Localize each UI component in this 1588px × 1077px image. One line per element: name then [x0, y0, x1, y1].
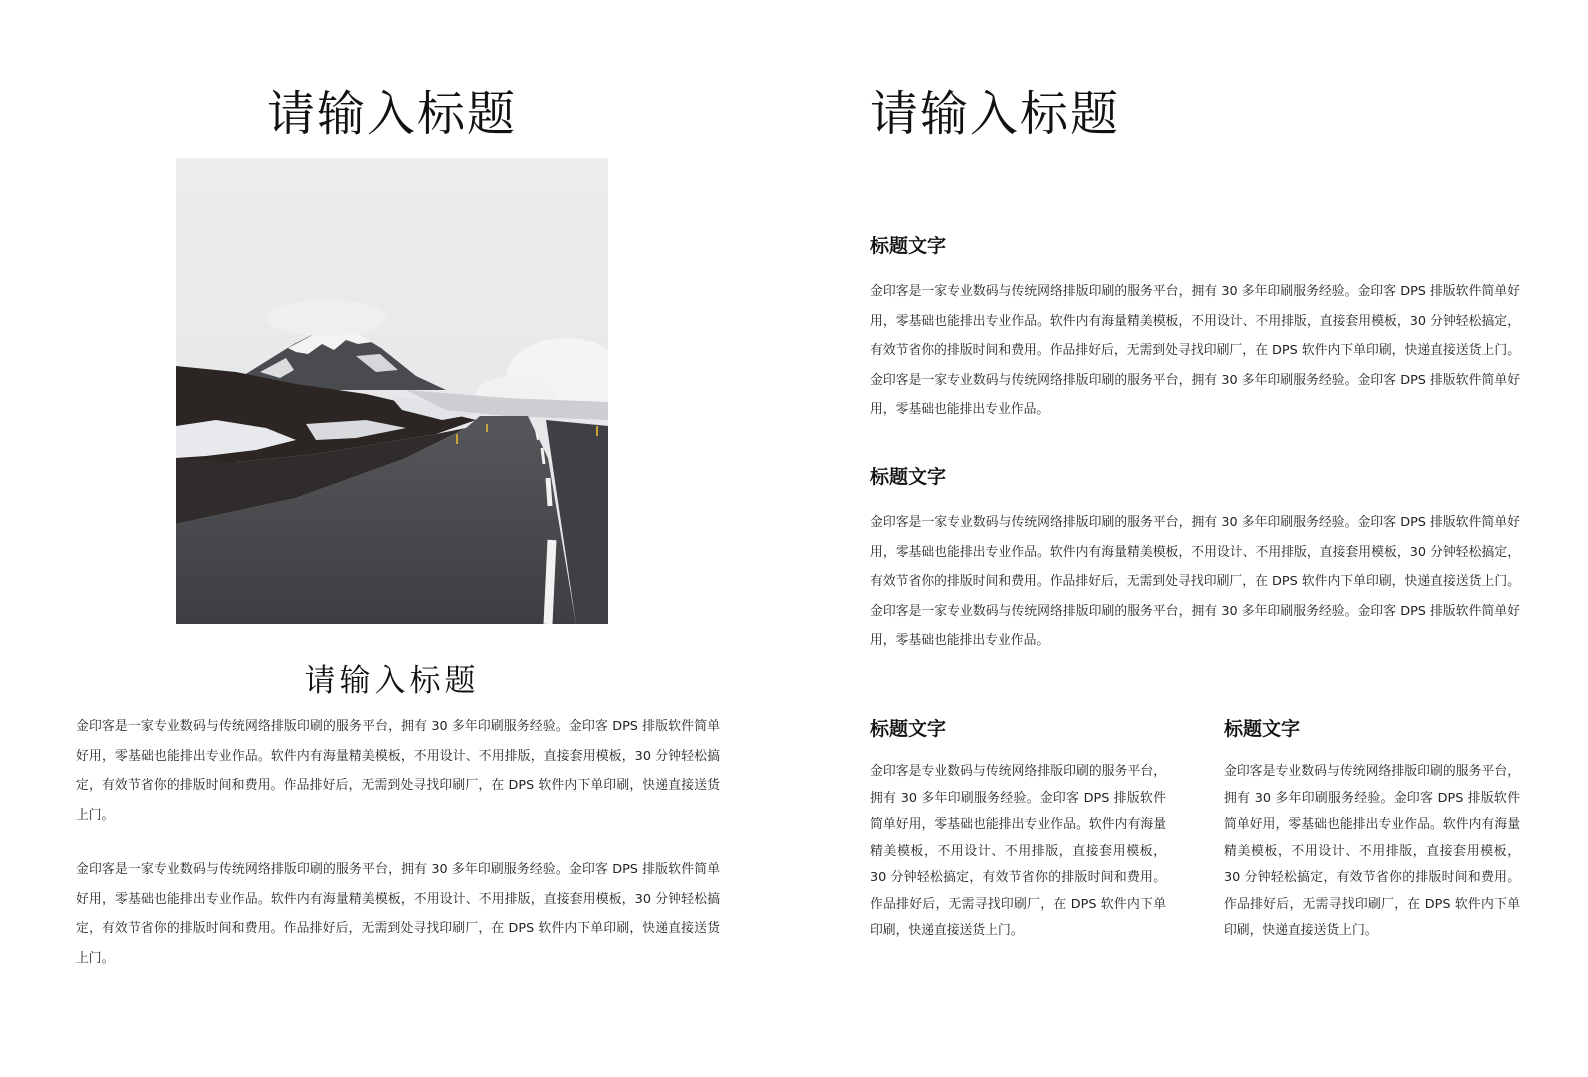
column-1-body: 金印客是专业数码与传统网络排版印刷的服务平台，拥有 30 多年印刷服务经验。金印客 DPS 排版软件简单好用，零基础也能排出专业作品。软件内有海量精美模板，不用设计、不用排版，直接套用模板，30 分钟轻松搞定，有效节省你的排版时间和费用。作品排好后，无需寻找印刷厂，在 DPS 软件内下单印刷，快递直接送货上门。 — [870, 764, 1166, 938]
column-2-heading: 标题文字 — [1224, 718, 1301, 740]
section-1-body: 金印客是一家专业数码与传统网络排版印刷的服务平台，拥有 30 多年印刷服务经验。金印客 DPS 排版软件简单好用，零基础也能排出专业作品。软件内有海量精美模板，不用设计、不用排版，直接套用模板，30 分钟轻松搞定，有效节省你的排版时间和费用。作品排好后，无需到处寻找印刷厂，在 DPS 软件内下单印刷，快递直接送货上门。金印客是一家专业数码与传统网络排版印刷的服务平台，拥有 30 多年印刷服务经验。金印客 DPS 排版软件简单好用，零基础也能排出专业作品。 — [870, 284, 1520, 417]
section-2-body: 金印客是一家专业数码与传统网络排版印刷的服务平台，拥有 30 多年印刷服务经验。金印客 DPS 排版软件简单好用，零基础也能排出专业作品。软件内有海量精美模板，不用设计、不用排版，直接套用模板，30 分钟轻松搞定，有效节省你的排版时间和费用。作品排好后，无需到处寻找印刷厂，在 DPS 软件内下单印刷，快递直接送货上门。金印客是一家专业数码与传统网络排版印刷的服务平台，拥有 30 多年印刷服务经验。金印客 DPS 排版软件简单好用，零基础也能排出专业作品。 — [870, 515, 1520, 648]
column-1-heading: 标题文字 — [870, 718, 947, 740]
photo-caption: 请输入标题 — [304, 663, 480, 699]
left-page-title: 请输入标题 — [266, 86, 517, 142]
section-1-heading: 标题文字 — [870, 235, 947, 257]
left-paragraph-1: 金印客是一家专业数码与传统网络排版印刷的服务平台，拥有 30 多年印刷服务经验。金印客 DPS 排版软件简单好用，零基础也能排出专业作品。软件内有海量精美模板，不用设计、不用排版，直接套用模板，30 分钟轻松搞定，有效节省你的排版时间和费用。作品排好后，无需到处寻找印刷厂，在 DPS 软件内下单印刷，快递直接送货上门。 — [76, 719, 720, 823]
snowy-mountain-road-photo — [176, 158, 608, 624]
right-page-title: 请输入标题 — [870, 86, 1121, 142]
section-2-heading: 标题文字 — [870, 466, 947, 488]
left-paragraph-2: 金印客是一家专业数码与传统网络排版印刷的服务平台，拥有 30 多年印刷服务经验。金印客 DPS 排版软件简单好用，零基础也能排出专业作品。软件内有海量精美模板，不用设计、不用排版，直接套用模板，30 分钟轻松搞定，有效节省你的排版时间和费用。作品排好后，无需到处寻找印刷厂，在 DPS 软件内下单印刷，快递直接送货上门。 — [76, 862, 720, 966]
column-2-body: 金印客是专业数码与传统网络排版印刷的服务平台，拥有 30 多年印刷服务经验。金印客 DPS 排版软件简单好用，零基础也能排出专业作品。软件内有海量精美模板，不用设计、不用排版，直接套用模板，30 分钟轻松搞定，有效节省你的排版时间和费用。作品排好后，无需寻找印刷厂，在 DPS 软件内下单印刷，快递直接送货上门。 — [1224, 764, 1520, 938]
